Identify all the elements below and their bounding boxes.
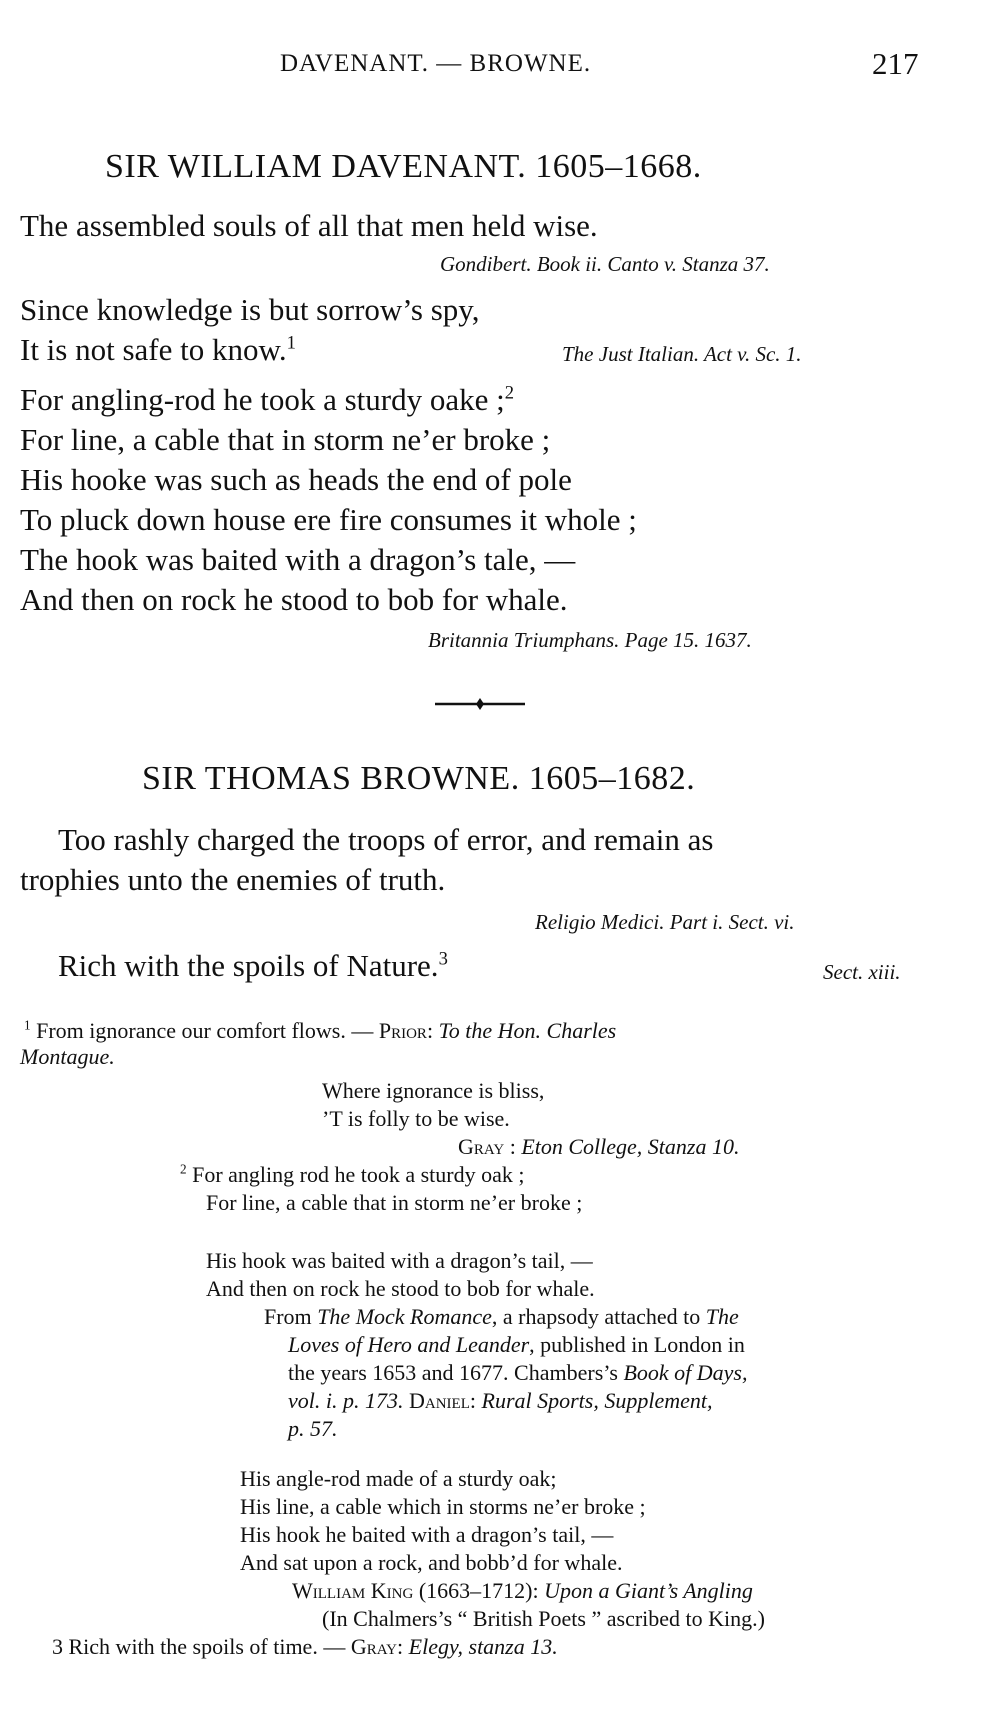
footnote-colon: : — [509, 1134, 516, 1159]
source-work: Loves of Hero and Leander — [288, 1332, 530, 1357]
footnote-ref: 3 — [438, 948, 448, 970]
footnote-text: From ignorance our comfort flows. — — [36, 1018, 374, 1043]
footnote-source — [264, 1304, 739, 1330]
footnote-work: Elegy, stanza 13. — [408, 1634, 558, 1659]
footnote-work: To the Hon. Charles — [438, 1018, 617, 1043]
source-ref: vol. i. p. 173. — [288, 1388, 404, 1413]
footnote-work: Eton College, Stanza 10. — [521, 1134, 740, 1159]
footnote-source — [288, 1388, 713, 1414]
footnote-verse: His hook he baited with a dragon’s tail, — — [240, 1522, 614, 1547]
footnote-citation — [458, 1134, 739, 1160]
footnote-number: 3 — [52, 1634, 63, 1659]
quote-citation: The Just Italian. Act v. Sc. 1. — [562, 342, 802, 366]
quote-citation: Gondibert. Book ii. Canto v. Stanza 37. — [440, 252, 770, 276]
source-work: The Mock Romance — [317, 1304, 492, 1329]
quote-line: And then on rock he stood to bob for whale. — [20, 582, 568, 617]
footnote-text: Rich with the spoils of time. — — [68, 1634, 346, 1659]
quote-line: His hooke was such as heads the end of pole — [20, 462, 572, 497]
footnote-source — [288, 1360, 747, 1386]
footnote-verse: His angle-rod made of a sturdy oak; — [240, 1466, 557, 1491]
quote-line: trophies unto the enemies of truth. — [20, 862, 446, 897]
quote-citation: Britannia Triumphans. Page 15. 1637. — [428, 628, 752, 652]
footnote-2 — [180, 1162, 525, 1188]
footnote-colon: : — [397, 1634, 404, 1659]
section-heading-browne: SIR THOMAS BROWNE. 1605–1682. — [142, 760, 696, 797]
footnote-colon: : — [426, 1018, 434, 1043]
source-work: Book of Days, — [623, 1360, 748, 1385]
running-title: DAVENANT. — BROWNE. — [280, 50, 592, 77]
section-heading-davenant: SIR WILLIAM DAVENANT. 1605–1668. — [105, 148, 702, 185]
footnote-verse: And then on rock he stood to bob for whale. — [206, 1276, 595, 1301]
source-text: From — [264, 1304, 312, 1329]
source-ref: p. 57. — [288, 1416, 338, 1441]
footnote-author: Gray — [458, 1134, 505, 1159]
quote-line — [20, 332, 296, 368]
quote-text: Rich with the spoils of Nature. — [58, 948, 439, 983]
footnote-citation — [292, 1578, 753, 1604]
footnote-verse: His line, a cable which in storms ne’er broke ; — [240, 1494, 646, 1519]
footnote-number: 1 — [24, 1017, 31, 1033]
footnote-dates: (1663–1712): — [418, 1578, 539, 1603]
footnote-verse: Where ignorance is bliss, — [322, 1078, 545, 1103]
footnote-1 — [24, 1018, 616, 1044]
footnote-verse: For angling rod he took a sturdy oak ; — [192, 1162, 525, 1187]
quote-text: For angling-rod he took a sturdy oake ; — [20, 382, 505, 417]
footnote-author: William King — [292, 1578, 414, 1603]
quote-line — [58, 948, 448, 984]
source-text: , published in London in — [529, 1332, 745, 1357]
footnote-work-cont: Montague. — [20, 1044, 115, 1069]
footnote-source — [288, 1332, 745, 1358]
footnote-verse: For line, a cable that in storm ne’er broke ; — [206, 1190, 583, 1215]
quote-text: It is not safe to know. — [20, 332, 287, 367]
quote-citation: Religio Medici. Part i. Sect. vi. — [535, 910, 795, 934]
footnote-verse: His hook was baited with a dragon’s tail, — — [206, 1248, 593, 1273]
footnote-number: 2 — [180, 1161, 187, 1177]
footnote-author: Prior — [378, 1018, 427, 1043]
quote-citation: Sect. xiii. — [823, 960, 901, 984]
quote-line: For line, a cable that in storm ne’er broke ; — [20, 422, 551, 457]
source-text: the years 1653 and 1677. Chambers’s — [288, 1360, 618, 1385]
footnote-verse: ’T is folly to be wise. — [322, 1106, 510, 1131]
quote-line: The hook was baited with a dragon’s tale, — — [20, 542, 576, 577]
source-text: , a rhapsody attached to — [491, 1304, 701, 1329]
footnote-ref: 2 — [504, 382, 515, 404]
source-work: The — [705, 1304, 739, 1329]
quote-line: Since knowledge is but sorrow’s spy, — [20, 292, 480, 327]
footnote-ref: 1 — [286, 332, 296, 354]
quote-line: Too rashly charged the troops of error, and remain as — [58, 822, 714, 857]
source-work: Rural Sports, Supplement, — [481, 1388, 713, 1413]
footnote-note: (In Chalmers’s “ British Poets ” ascribed to King.) — [322, 1606, 765, 1631]
footnote-verse: And sat upon a rock, and bobb’d for whale. — [240, 1550, 623, 1575]
quote-line: The assembled souls of all that men held wise. — [20, 208, 598, 243]
quote-line: To pluck down house ere fire consumes it whole ; — [20, 502, 637, 537]
source-author: Daniel — [409, 1388, 470, 1413]
footnote-work: Upon a Giant’s Angling — [544, 1578, 753, 1603]
footnote-3 — [52, 1634, 558, 1660]
quote-line — [20, 382, 514, 418]
ornament-divider — [435, 698, 525, 710]
footnote-author: Gray — [350, 1634, 398, 1659]
page-number: 217 — [872, 46, 919, 81]
source-colon: : — [469, 1388, 476, 1413]
